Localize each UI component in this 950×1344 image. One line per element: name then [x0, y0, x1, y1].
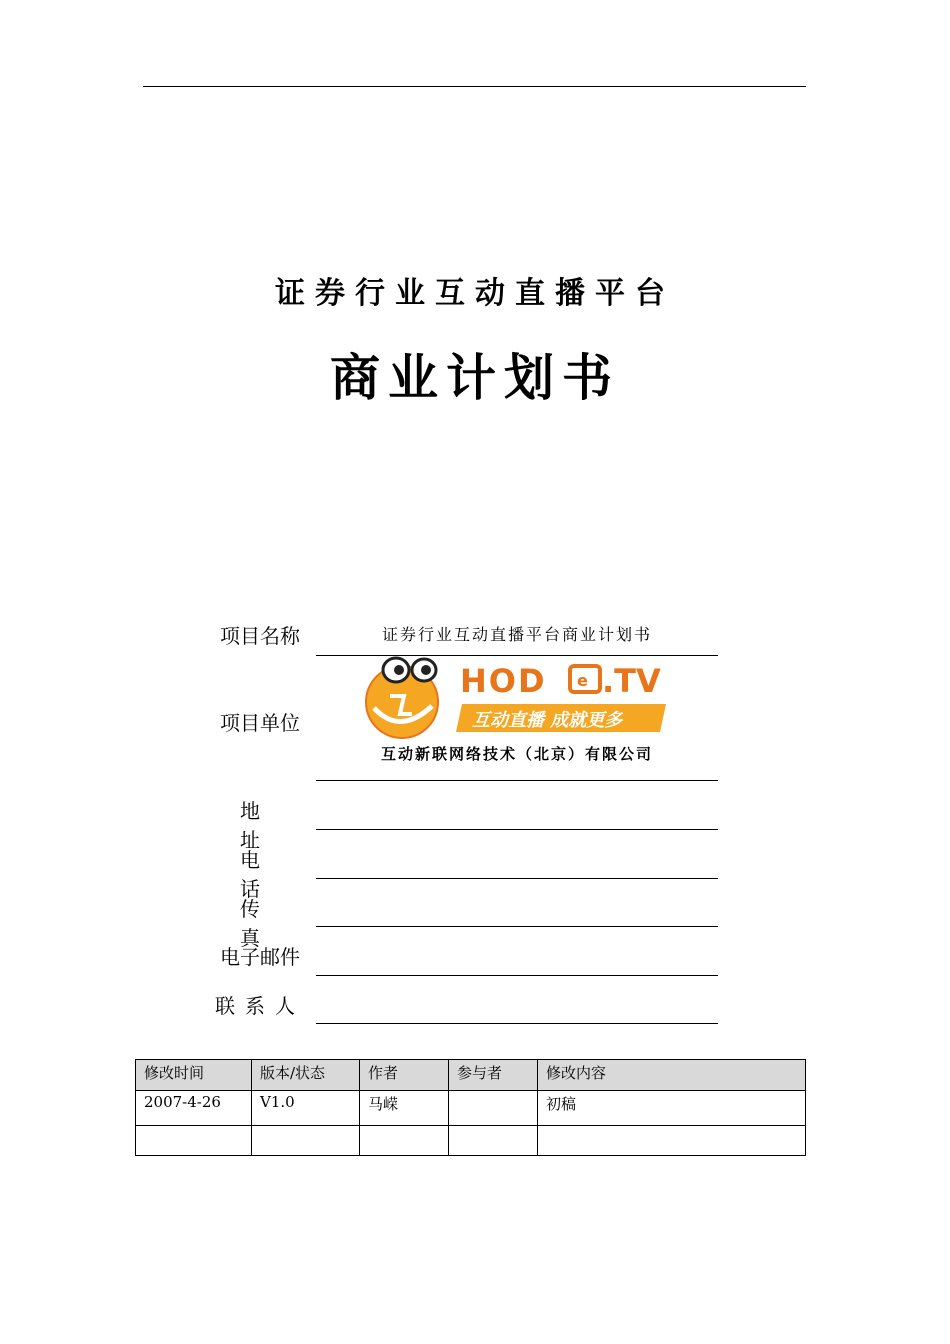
cell-participants [449, 1126, 538, 1156]
header-version-status: 版本/状态 [252, 1060, 360, 1091]
header-modify-content: 修改内容 [538, 1060, 806, 1091]
email-line [316, 975, 718, 976]
table-row [136, 1126, 806, 1156]
fax-label: 传 真 [240, 897, 280, 950]
revision-table [135, 1059, 806, 1156]
company-logo [360, 656, 680, 742]
project-unit-label: 项目单位 [220, 711, 300, 735]
contact-label: 联系人 [215, 994, 305, 1018]
address-label: 地 址 [240, 799, 280, 852]
document-title-line2: 商业计划书 [330, 349, 620, 407]
email-label: 电子邮件 [220, 945, 300, 969]
revision-table-header-row [136, 1060, 806, 1091]
mascot-logo-icon [360, 656, 680, 742]
table-row [136, 1091, 806, 1126]
header-author: 作者 [360, 1060, 449, 1091]
brand-hod-text: HOD [460, 662, 547, 700]
fax-line [316, 926, 718, 927]
project-name-label: 项目名称 [220, 624, 300, 648]
cell-version: V1.0 [252, 1091, 360, 1126]
brand-e-text: e [577, 671, 588, 690]
phone-label: 电 话 [240, 848, 280, 901]
project-unit-line [316, 780, 718, 781]
cell-content [538, 1126, 806, 1156]
cell-participants [449, 1091, 538, 1126]
cell-date [136, 1126, 252, 1156]
company-name: 互动新联网络技术（北京）有限公司 [380, 745, 653, 763]
header-rule [143, 86, 806, 87]
phone-line [316, 878, 718, 879]
brand-tv-text: .TV [602, 662, 661, 700]
header-modify-time: 修改时间 [136, 1060, 252, 1091]
cell-author: 马嵘 [360, 1091, 449, 1126]
project-name-value: 证券行业互动直播平台商业计划书 [381, 625, 652, 644]
document-title-line1: 证券行业互动直播平台 [275, 276, 675, 311]
contact-line [316, 1023, 718, 1024]
cell-author [360, 1126, 449, 1156]
cell-version [252, 1126, 360, 1156]
address-line [316, 829, 718, 830]
header-participants: 参与者 [449, 1060, 538, 1091]
cell-date: 2007-4-26 [136, 1091, 252, 1126]
cell-content: 初稿 [538, 1091, 806, 1126]
logo-slogan: 互动直播 成就更多 [472, 710, 623, 731]
